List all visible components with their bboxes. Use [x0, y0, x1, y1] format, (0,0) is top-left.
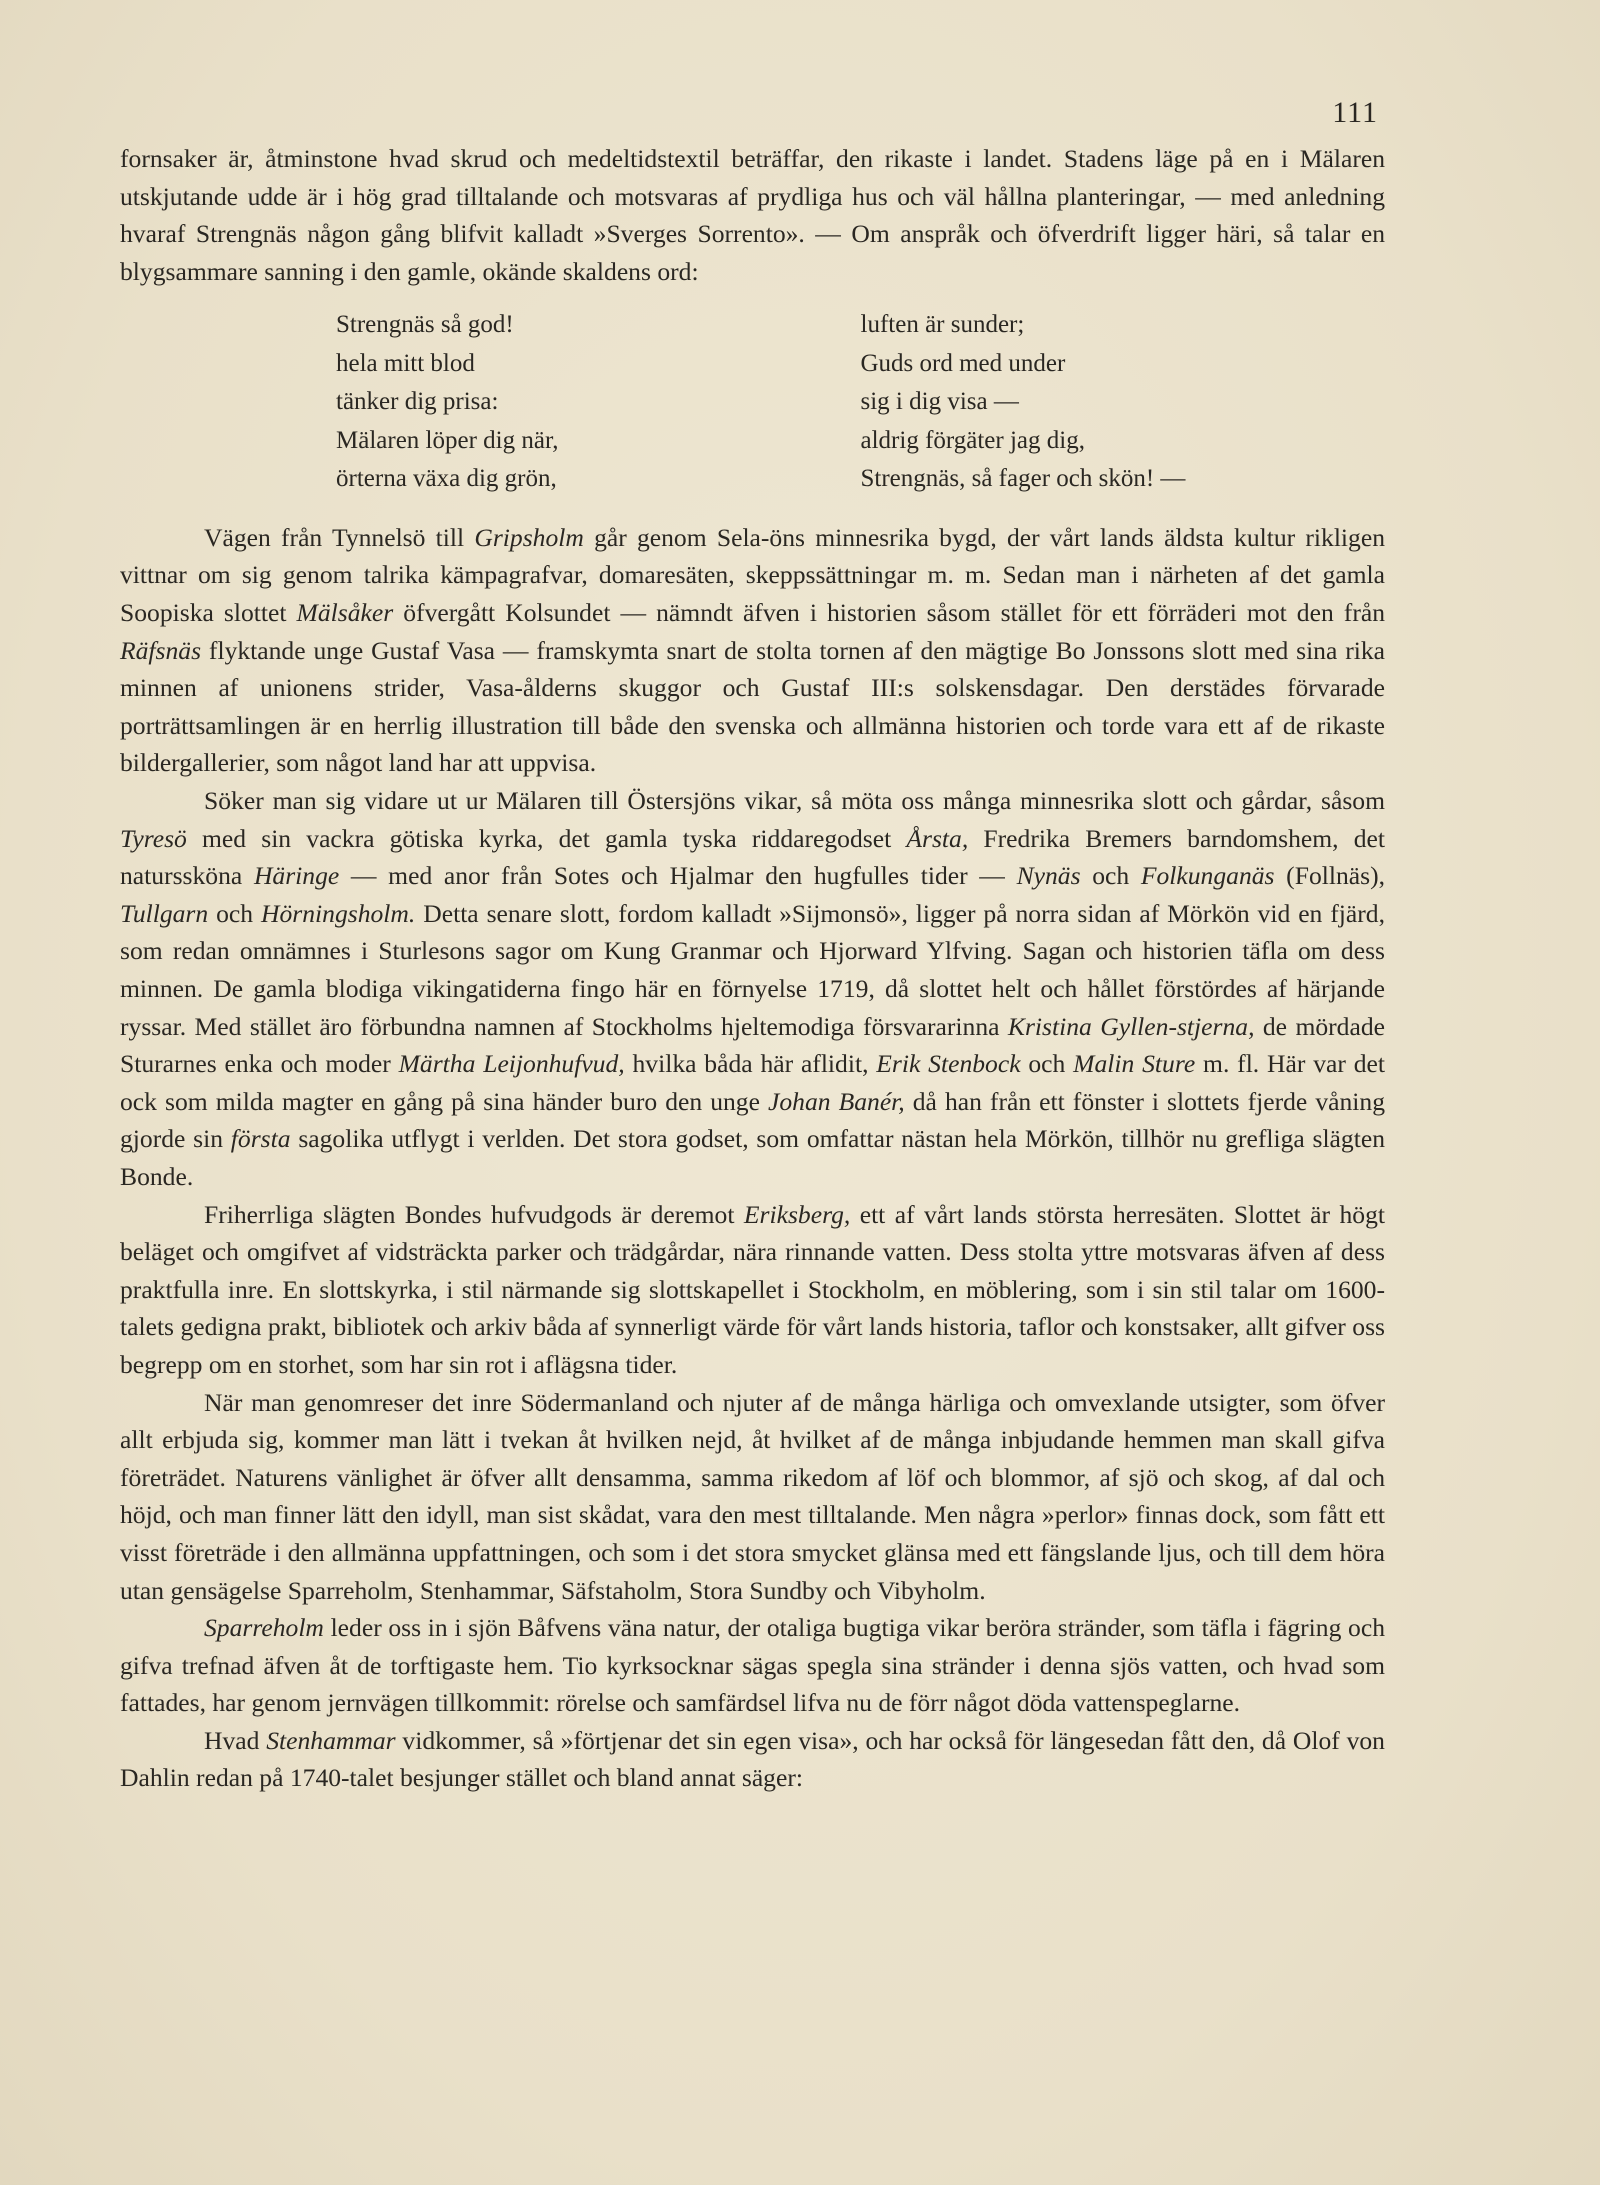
page-number: 111: [1332, 96, 1378, 129]
poem-line: aldrig förgäter jag dig,: [860, 426, 1085, 454]
text-run: ett af vårt lands största herresäten. Slottet är högt beläget och omgifvet af vidsträckta parker och trädgårdar, nära rinnande vatten. Dess stolta yttre motsvaras äfven af dess praktfulla inre. En slottskyrka, i stil närmande sig slottskapellet i Stockholm, en möblering, som i sin stil talar om 1600-talets gedigna prakt, bibliotek och arkiv båda af synnerligt värde för vårt lands historia, taflor och konstsaker, allt gifver oss begrepp om en storhet, som har sin rot i aflägsna tider.: [120, 1199, 1385, 1379]
text-run: leder oss in i sjön Båfvens väna natur, der otaliga bugtiga vikar beröra stränder, som täfla i fägring och gifva trefnad äfven åt de torftigaste hem. Tio kyrksocknar sägas spegla sina stränder i denna sjös vatten, och hvad som fattades, har genom jernvägen tillkommit: rörelse och samfärdsel lifva nu de förr något döda vattenspeglarne.: [120, 1613, 1385, 1718]
text-run: Detta senare slott, fordom kalladt »Sijmonsö», ligger på norra sidan af Mörkön vid en fjärd, som redan omnämnes i Sturlesons sagor om Kung Granmar och Hjorward Ylfving. Sagan och historien täfla om dess minnen. De gamla blodiga vikingatiderna fingo här en förnyelse 1719, då slottet helt och hållet förstördes af härjande ryssar. Med stället äro förbundna namnen af Stockholms hjeltemodiga försvararinna: [120, 898, 1385, 1041]
italic-name: Johan Banér,: [768, 1086, 905, 1116]
italic-name: Häringe: [253, 861, 340, 891]
paragraph: [120, 1609, 1385, 1722]
poem-line: örterna växa dig grön,: [336, 465, 557, 493]
text-run: flyktande unge Gustaf Vasa — framskymta snart de stolta tornen af den mägtige Bo Jonssons slott med sina rika minnen af unionens strider, Vasa-ålderns skuggor och Gustaf III:s solskensdagar. Den derstädes förvarade porträttsamlingen är en herrlig illustration till både den svenska och allmänna historien och torde vara ett af de rikaste bildergallerier, som något land har att uppvisa.: [120, 635, 1385, 778]
body-text: [120, 140, 1385, 1797]
text-run: — med anor från Sotes och Hjalmar den hugfulles tider —: [339, 861, 1017, 891]
poem-line: hela mitt blod: [336, 349, 475, 377]
italic-name: Märtha Leijonhufvud,: [398, 1049, 625, 1079]
italic-name: Sparreholm: [204, 1613, 324, 1643]
text-run: går genom Sela-öns minnesrika bygd, der vårt lands äldsta kultur rikligen vittnar om sig genom talrika kämpagrafvar, domaresäten, skeppssättningar m. m. Sedan man i närheten af det gamla Soopiska slottet: [120, 522, 1385, 628]
italic-name: Räfsnäs: [120, 635, 202, 665]
poem: [120, 306, 1385, 499]
text-run: m. fl. Här var det ock som milda magter en gång på sina händer buro den unge: [120, 1049, 1385, 1116]
paragraph: [120, 519, 1385, 782]
italic-name: Erik Stenbock: [876, 1049, 1021, 1079]
italic-name: Folkunganäs: [1140, 861, 1275, 891]
text-run: Vägen från Tynnelsö till: [204, 522, 475, 552]
italic-name: Eriksberg,: [743, 1199, 851, 1229]
italic-name: Hörningsholm.: [261, 898, 416, 928]
poem-line: Guds ord med under: [860, 349, 1066, 377]
text-run: Hvad: [204, 1725, 267, 1755]
text-run: med sin vackra götiska kyrka, det gamla tyska riddaregodset: [186, 823, 907, 853]
text-run: sagolika utflygt i verlden. Det stora godset, som omfattar nästan hela Mörkön, tillhör nu grefliga slägten Bonde.: [120, 1124, 1385, 1191]
paragraph: [120, 782, 1385, 1196]
paragraph: [120, 1722, 1385, 1797]
italic-name: Gripsholm: [474, 522, 584, 552]
italic-name: Kristina Gyllen-stjerna,: [1007, 1011, 1255, 1041]
poem-line: luften är sunder;: [860, 311, 1025, 339]
poem-line: Mälaren löper dig när,: [336, 426, 559, 454]
poem-line: Strengnäs så god!: [336, 311, 514, 339]
italic-name: Malin Sture: [1073, 1049, 1196, 1079]
intro-paragraph: fornsaker är, åtminstone hvad skrud och medeltidstextil beträffar, den rikaste i landet. Stadens läge på en i Mälaren utskjutande udde är i hög grad tilltalande och motsvaras af prydliga hus och väl hållna planteringar, — med anledning hvaraf Strengnäs någon gång blifvit kalladt »Sverges Sorrento». — Om anspråk och öfverdrift ligger häri, så talar en blygsammare sanning i den gamle, okände skaldens ord:: [120, 144, 1385, 286]
text-run: Friherrliga slägten Bondes hufvudgods är deremot: [204, 1199, 744, 1229]
italic-name: Tullgarn: [120, 898, 209, 928]
text-run: och: [1020, 1049, 1074, 1079]
poem-line: Strengnäs, så fager och skön! —: [860, 465, 1186, 493]
italic-name: Mälsåker: [296, 598, 394, 628]
text-run: vidkommer, så »förtjenar det sin egen visa», och har också för längesedan fått den, då Olof von Dahlin redan på 1740-talet besjunger stället och bland annat säger:: [120, 1725, 1385, 1793]
text-run: öfvergått Kolsundet — nämndt äfven i historien såsom stället för ett förräderi mot den från: [393, 598, 1386, 628]
poem-line: sig i dig visa —: [860, 388, 1019, 416]
text-run: Fredrika Bremers barndomshem, det naturssköna: [120, 823, 1385, 891]
italic-name: första: [230, 1124, 291, 1154]
text-run: (Follnäs),: [1274, 861, 1385, 891]
text-run: När man genomreser det inre Södermanland och njuter af de många härliga och omvexlande utsigter, som öfver allt erbjuda sig, kommer man lätt i tvekan åt hvilken nejd, åt hvilket af de många inbjudande hemmen man skall gifva företrädet. Naturens vänlighet är öfver allt densamma, samma rikedom af löf och blommor, af sjö och skog, af dal och höjd, och man finner lätt den idyll, man sist skådat, vara den mest tilltalande. Men några »perlor» finnas dock, som fått ett visst företräde i den allmänna uppfattningen, och som i det stora smycket glänsa med ett fängslande ljus, och till dem höra utan gensägelse Sparreholm, Stenhammar, Säfstaholm, Stora Sundby och Vibyholm.: [120, 1387, 1385, 1605]
paragraph: [120, 1196, 1385, 1384]
text-run: och: [208, 898, 262, 928]
italic-name: Nynäs: [1016, 861, 1081, 891]
paragraph: [120, 1384, 1385, 1610]
text-run: då han från ett fönster i slottets fjerde våning gjorde sin: [120, 1086, 1385, 1154]
text-run: de mördade Sturarnes enka och moder: [120, 1011, 1385, 1079]
text-run: och: [1080, 861, 1141, 891]
text-run: Söker man sig vidare ut ur Mälaren till Östersjöns vikar, så möta oss många minnesrika slott och gårdar, såsom: [204, 786, 1385, 816]
poem-right-column: [861, 306, 1386, 499]
italic-name: Årsta,: [906, 823, 969, 853]
text-run: hvilka båda här aflidit,: [624, 1049, 877, 1079]
poem-line: tänker dig prisa:: [336, 388, 499, 416]
italic-name: Tyresö: [120, 823, 187, 853]
poem-left-column: [336, 306, 861, 499]
italic-name: Stenhammar: [266, 1725, 396, 1755]
